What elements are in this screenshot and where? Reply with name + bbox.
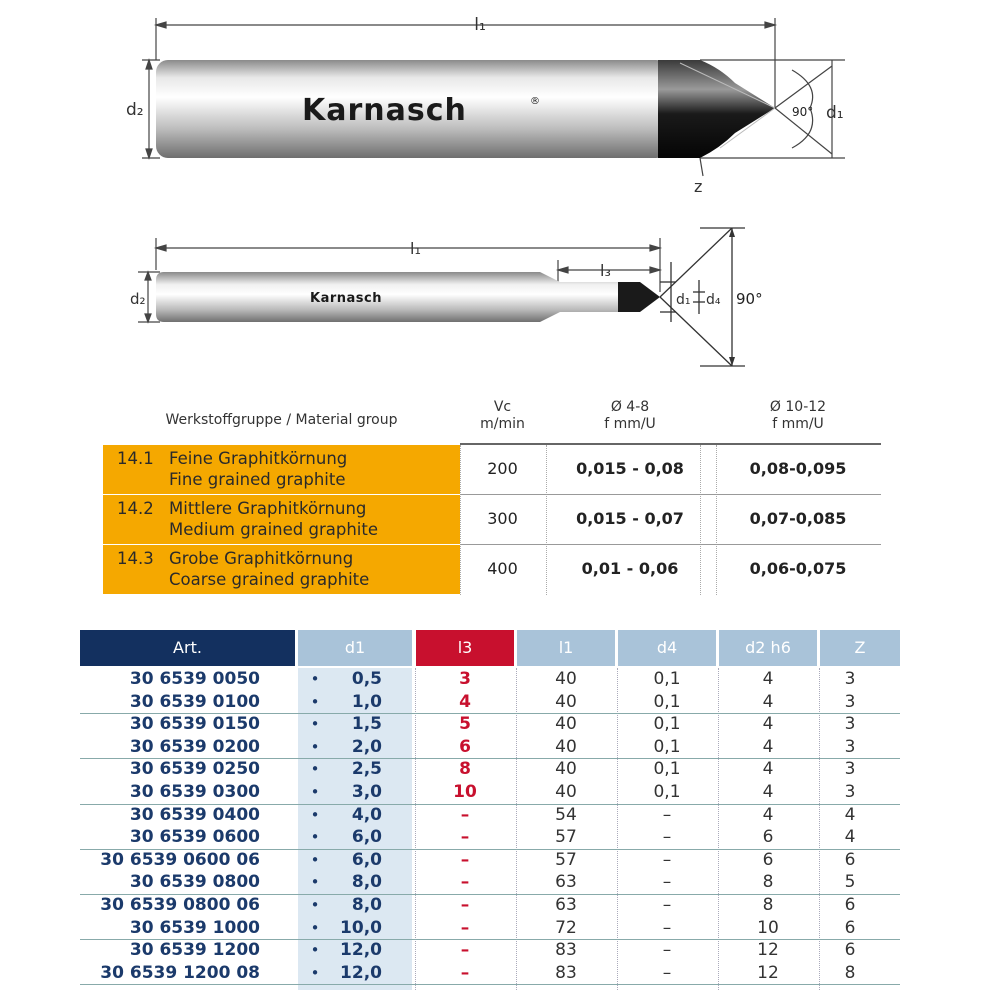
z-value: 3 <box>844 782 856 802</box>
d4-value: – <box>662 940 672 961</box>
d1-value: 10,0 <box>340 917 382 938</box>
availability-bullet-icon: • <box>310 963 320 982</box>
header-material-group: Werkstoffgruppe / Material group <box>165 412 398 428</box>
d2-value: 4 <box>762 736 774 757</box>
f1012-value: 0,06-0,075 <box>749 559 847 578</box>
d1-label-small: d₁ <box>676 292 691 308</box>
l3-value: – <box>460 804 470 825</box>
d4-value: 0,1 <box>653 759 681 780</box>
d2-value: 12 <box>757 962 779 983</box>
l3-value: – <box>460 962 470 983</box>
availability-bullet-icon: • <box>310 873 320 892</box>
l1-value: 57 <box>555 849 577 870</box>
d1-value: 3,0 <box>351 782 382 802</box>
header-vc <box>460 399 545 433</box>
l1-value: 83 <box>555 962 577 983</box>
z-value: 3 <box>844 691 856 712</box>
material-en: Medium grained graphite <box>169 520 379 539</box>
z-value: 3 <box>844 759 856 780</box>
header-vc-line1: Vc <box>493 399 512 415</box>
material-de: Feine Graphitkörnung <box>169 449 348 468</box>
d2-value: 4 <box>762 691 774 712</box>
d4-value: 0,1 <box>653 782 681 802</box>
l1-value: 63 <box>555 895 577 915</box>
availability-bullet-icon: • <box>310 692 320 711</box>
availability-bullet-icon: • <box>310 918 320 937</box>
availability-bullet-icon: • <box>310 805 320 824</box>
l1-value: 83 <box>555 940 577 961</box>
header-d1012-line2: f mm/U <box>772 416 824 432</box>
l3-value: – <box>460 872 470 893</box>
table-row <box>80 871 900 894</box>
z-value: 8 <box>844 962 856 983</box>
availability-bullet-icon: • <box>310 715 320 734</box>
d2-label: d₂ <box>126 100 144 120</box>
l3-value: 4 <box>459 691 471 712</box>
material-de: Grobe Graphitkörnung <box>169 549 354 568</box>
l1-value: 57 <box>555 827 577 848</box>
l1-value: 40 <box>555 736 577 757</box>
table-row <box>80 962 900 985</box>
d4-value: – <box>662 917 672 938</box>
l3-value: – <box>460 849 470 870</box>
d2-value: 6 <box>762 849 774 870</box>
header-d48 <box>560 399 700 433</box>
header-l1: l1 <box>517 630 615 666</box>
l1-value: 40 <box>555 782 577 802</box>
availability-bullet-icon: • <box>310 670 320 688</box>
d4-value: – <box>662 895 672 915</box>
material-cell <box>103 445 460 494</box>
availability-bullet-icon: • <box>310 737 320 756</box>
tool-drawing-small <box>120 222 800 372</box>
l1-value: 54 <box>555 804 577 825</box>
d2-value: 4 <box>762 759 774 780</box>
material-cell <box>103 495 460 544</box>
z-value: 6 <box>844 917 856 938</box>
l3-value: 8 <box>459 759 471 780</box>
availability-bullet-icon: • <box>310 941 320 960</box>
z-value: 6 <box>844 849 856 870</box>
row-divider <box>80 984 900 985</box>
vc-value: 400 <box>487 559 518 578</box>
d1-value: 1,5 <box>351 714 382 735</box>
material-num: 14.2 <box>117 499 154 518</box>
d1-value: 6,0 <box>351 827 382 848</box>
article-number: 30 6539 0150 <box>129 714 260 735</box>
header-d4: d4 <box>618 630 716 666</box>
table-row <box>80 668 900 691</box>
table-row <box>80 781 900 804</box>
material-num: 14.3 <box>117 549 154 568</box>
availability-bullet-icon: • <box>310 760 320 779</box>
l3-value: – <box>460 895 470 915</box>
l1-label-small: l₁ <box>410 239 421 258</box>
d2-value: 8 <box>762 895 774 915</box>
z-value: 5 <box>844 872 856 893</box>
table-row <box>80 894 900 917</box>
brand-mark: ® <box>530 96 540 107</box>
header-l3: l3 <box>416 630 514 666</box>
header-d48-line2: f mm/U <box>604 416 656 432</box>
article-number: 30 6539 0600 06 <box>100 849 260 870</box>
d1-value: 6,0 <box>351 849 382 870</box>
f48-value: 0,01 - 0,06 <box>581 559 679 578</box>
cut-row <box>103 445 881 494</box>
f48-value: 0,015 - 0,07 <box>576 509 684 528</box>
f1012-value: 0,07-0,085 <box>749 509 847 528</box>
l1-value: 63 <box>555 872 577 893</box>
header-d1: d1 <box>298 630 412 666</box>
article-number: 30 6539 0600 <box>129 827 260 848</box>
material-de: Mittlere Graphitkörnung <box>169 499 367 518</box>
header-d1012 <box>715 399 881 433</box>
l3-label: l₃ <box>600 261 611 280</box>
table-row <box>80 736 900 759</box>
d1-value: 2,5 <box>351 759 382 780</box>
article-number: 30 6539 0050 <box>129 669 260 689</box>
d2-value: 6 <box>762 827 774 848</box>
d2-label-small: d₂ <box>130 290 146 308</box>
d1-value: 4,0 <box>351 804 382 825</box>
article-number: 30 6539 0100 <box>129 691 260 712</box>
tool-drawing-large <box>120 8 860 203</box>
header-z: Z <box>820 630 900 666</box>
angle-label-small: 90° <box>736 290 763 308</box>
article-number: 30 6539 1200 08 <box>100 962 260 983</box>
cut-row <box>103 495 881 544</box>
d1-value: 12,0 <box>340 940 382 961</box>
table-row <box>80 758 900 781</box>
article-number: 30 6539 0250 <box>129 759 260 780</box>
tool-head-small <box>618 282 660 312</box>
l1-value: 40 <box>555 691 577 712</box>
d1-value: 0,5 <box>351 669 382 689</box>
table-row <box>80 691 900 714</box>
d2-value: 4 <box>762 714 774 735</box>
material-num: 14.1 <box>117 449 154 468</box>
article-number: 30 6539 1000 <box>129 917 260 938</box>
z-value: 3 <box>844 736 856 757</box>
table-row <box>80 849 900 872</box>
cut-row <box>103 545 881 594</box>
z-value: 6 <box>844 940 856 961</box>
material-en: Fine grained graphite <box>169 470 346 489</box>
article-number: 30 6539 0300 <box>129 782 260 802</box>
d1-value: 8,0 <box>351 895 382 915</box>
z-value: 3 <box>844 714 856 735</box>
article-number: 30 6539 0200 <box>129 736 260 757</box>
d4-value: 0,1 <box>653 669 681 689</box>
article-number: 30 6539 0400 <box>129 804 260 825</box>
l3-value: 10 <box>453 782 477 802</box>
d4-value: – <box>662 827 672 848</box>
d2-value: 4 <box>762 782 774 802</box>
table-row <box>80 917 900 940</box>
d4-label: d₄ <box>706 292 721 308</box>
d1-value: 1,0 <box>351 691 382 712</box>
f48-value: 0,015 - 0,08 <box>576 459 684 478</box>
header-d1012-line1: Ø 10-12 <box>769 399 827 415</box>
l3-value: 5 <box>459 714 471 735</box>
d4-value: 0,1 <box>653 691 681 712</box>
table-row <box>80 826 900 849</box>
l3-value: – <box>460 940 470 961</box>
d2-value: 4 <box>762 669 774 689</box>
header-d48-line1: Ø 4-8 <box>610 399 650 415</box>
l1-label: l₁ <box>474 15 486 35</box>
d4-value: – <box>662 872 672 893</box>
d4-value: 0,1 <box>653 736 681 757</box>
article-number: 30 6539 1200 <box>129 940 260 961</box>
tool-shank-small <box>156 272 620 322</box>
l3-value: – <box>460 917 470 938</box>
header-art: Art. <box>80 630 295 666</box>
tool-head <box>658 60 775 158</box>
vc-value: 200 <box>487 459 518 478</box>
availability-bullet-icon: • <box>310 828 320 847</box>
table-row <box>80 939 900 962</box>
availability-bullet-icon: • <box>310 850 320 869</box>
z-value: 6 <box>844 895 856 915</box>
d4-value: 0,1 <box>653 714 681 735</box>
d1-value: 2,0 <box>351 736 382 757</box>
article-number: 30 6539 0800 <box>129 872 260 893</box>
d4-value: – <box>662 804 672 825</box>
brand-logo-small: Karnasch <box>310 291 382 306</box>
availability-bullet-icon: • <box>310 896 320 914</box>
z-label: z <box>694 177 703 196</box>
material-cell <box>103 545 460 594</box>
l3-value: – <box>460 827 470 848</box>
brand-logo: Karnasch <box>302 93 467 128</box>
l1-value: 40 <box>555 714 577 735</box>
material-en: Coarse grained graphite <box>169 570 370 589</box>
f1012-value: 0,08-0,095 <box>749 459 847 478</box>
vc-value: 300 <box>487 509 518 528</box>
d2-value: 12 <box>757 940 779 961</box>
z-value: 4 <box>844 827 856 848</box>
z-value: 3 <box>844 669 856 689</box>
l3-value: 6 <box>459 736 471 757</box>
d2-value: 4 <box>762 804 774 825</box>
table-row <box>80 804 900 827</box>
table-row <box>80 713 900 736</box>
availability-bullet-icon: • <box>310 783 320 801</box>
d1-value: 12,0 <box>340 962 382 983</box>
article-number: 30 6539 0800 06 <box>100 895 260 915</box>
l1-value: 72 <box>555 917 577 938</box>
d4-value: – <box>662 962 672 983</box>
l3-value: 3 <box>459 669 471 689</box>
angle-label-large: 90° <box>792 105 814 119</box>
l1-value: 40 <box>555 669 577 689</box>
l1-value: 40 <box>555 759 577 780</box>
d1-value: 8,0 <box>351 872 382 893</box>
d1-label: d₁ <box>826 103 844 123</box>
z-value: 4 <box>844 804 856 825</box>
d2-value: 8 <box>762 872 774 893</box>
article-table <box>80 630 900 990</box>
header-vc-line2: m/min <box>480 416 525 432</box>
header-d2: d2 h6 <box>719 630 817 666</box>
d4-value: – <box>662 849 672 870</box>
d2-value: 10 <box>757 917 779 938</box>
